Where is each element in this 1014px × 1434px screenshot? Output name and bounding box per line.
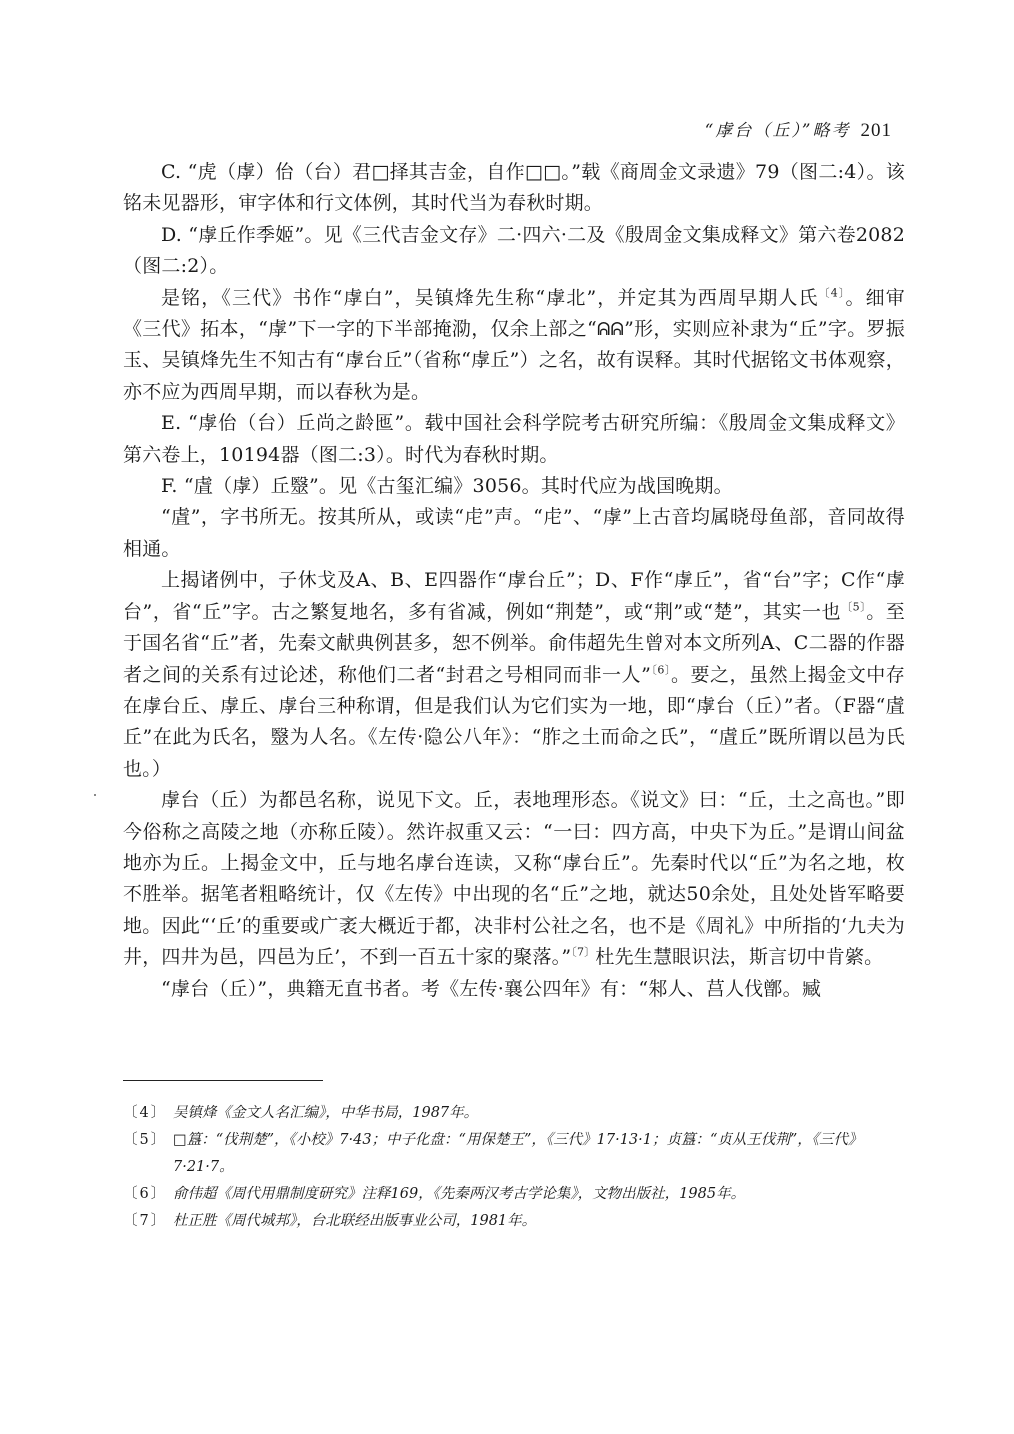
footnote-text: 俞伟超《周代用鼎制度研究》注释169，《先秦两汉考古学论集》，文物出版社，1985年。: [173, 1186, 746, 1202]
paragraph-cuo: “虘”，字书所无。按其所从，或读“虍”声。“虍”、“虖”上古音均属晓母鱼部，音同故得相通。: [123, 506, 905, 560]
paragraph-ming-part1: 是铭，《三代》书作“虖白”，吴镇烽先生称“虖北”，并定其为西周早期人氏: [161, 286, 819, 309]
paragraph-e: E. “虖佁（台）丘尚之龄匜”。载中国社会科学院考古研究所编：《殷周金文集成释文》第六卷上，10194器（图二:3）。时代为春秋时期。: [123, 412, 905, 466]
footnote-number: 〔5〕: [123, 1132, 168, 1148]
paragraph-qiu-part1: 虖台（丘）为都邑名称，说见下文。丘，表地理形态。《说文》曰：“丘，土之高也。”即今俗称之高陵之地（亦称丘陵）。然许叔重又云：“一曰：四方高，中央下为丘。”是谓山间盆地亦为丘。上揭金文中，丘与地名虖台连读，又称“虖台丘”。先秦时代以“丘”为名之地，枚不胜举。据笔者粗略统计，仅《左传》中出现的名“丘”之地，就达50余处，且处处皆军略要地。因此“‘丘’的重要或广袤大概近于都，决非村公社之名，也不是《周礼》中所指的‘九夫为井，四井为邑，四邑为丘’，不到一百五十家的聚落。”: [123, 789, 905, 969]
page-number: 201: [860, 120, 892, 141]
footnote-number: 〔4〕: [123, 1105, 168, 1121]
footnote-item: [123, 1127, 905, 1181]
paragraph-ming: [123, 283, 905, 409]
paragraph-c: C. “虎（虖）佁（台）君□择其吉金，自作□□。”载《商周金文录遗》79（图二:4）。该铭未见器形，审字体和行文体例，其时代当为春秋时期。: [123, 161, 905, 215]
paragraph-qiu: [123, 785, 905, 973]
paragraph-ming-part2: 。细审《三代》拓本，“虖”下一字的下半部掩泐，仅余上部之“: [123, 286, 905, 341]
footnotes: [123, 1100, 905, 1235]
footnote-text: □簋：“伐荆楚”，《小校》7·43；中子化盘：“用保楚王”，《三代》17·13·1；贞簋：“贞从王伐荆”，《三代》7·21·7。: [173, 1132, 863, 1175]
footnote-text: 吴镇烽《金文人名汇编》，中华书局，1987年。: [173, 1105, 479, 1121]
footnote-number: 〔7〕: [123, 1213, 168, 1229]
running-header: [705, 116, 892, 142]
footnote-item: [123, 1208, 905, 1235]
footnote-ref-6[interactable]: 〔6〕: [651, 663, 671, 677]
paragraph-qiu-part2: 杜先生慧眼识法，斯言切中肯綮。: [595, 946, 884, 969]
running-title: “虖台（丘）”略考: [704, 121, 851, 141]
paragraph-d: D. “虖丘作季姬”。见《三代吉金文存》二·四六·二及《殷周金文集成释文》第六卷2082（图二:2）。: [123, 223, 905, 278]
body-text: [123, 157, 905, 1005]
paragraph-summary: [123, 565, 905, 785]
paragraph-ming-part3: ”形，实则应补隶为“丘”字。罗振玉、吴镇烽先生不知古有“虖台丘”（省称“虖丘”）之名，故有误释。其时代据铭文书体观察，亦不应为西周早期，而以春秋为是。: [123, 318, 906, 403]
paragraph-summary-part2: 。至于国名省“丘”者，先秦文献典例甚多，恕不例举。俞伟超先生曾对本文所列A、C二器的作器者之间的关系有过论述，称他们二者“封君之号相同而非一人”: [123, 600, 905, 686]
footnote-ref-4[interactable]: 〔4〕: [818, 286, 846, 300]
footnote-text: 杜正胜《周代城邦》，台北联经出版事业公司，1981年。: [173, 1213, 537, 1229]
paragraph-last: “虖台（丘）”，典籍无直书者。考《左传·襄公四年》有：“邾人、莒人伐鄫。臧: [161, 977, 822, 1000]
footnote-item: [123, 1100, 905, 1127]
footnote-ref-5[interactable]: 〔5〕: [841, 600, 867, 614]
footnote-number: 〔6〕: [123, 1186, 168, 1202]
ancient-glyph-icon: ᕱᕱ: [596, 319, 625, 341]
paragraph-summary-part3: 。要之，虽然上揭金文中存在虖台丘、虖丘、虖台三种称谓，但是我们认为它们实为一地，即“虖台（丘）”者。（F器“虘丘”在此为氏名，毉为人名。《左传·隐公八年》：“胙之土而命之氏”，“虘丘”既所谓以邑为氏也。）: [123, 663, 905, 780]
paragraph-summary-part1: 上揭诸例中，子休戈及A、B、E四器作“虖台丘”；D、F作“虖丘”，省“台”字；C作“虖台”，省“丘”字。古之繁复地名，多有省减，例如“荆楚”，或“荆”或“楚”，其实一也: [123, 569, 905, 623]
margin-mark: [94, 794, 96, 796]
paragraph-f: F. “虘（虖）丘毉”。见《古玺汇编》3056。其时代应为战国晚期。: [161, 475, 733, 498]
footnote-divider: [123, 1080, 323, 1081]
footnote-item: [123, 1181, 905, 1208]
footnote-ref-7[interactable]: 〔7〕: [571, 945, 596, 959]
